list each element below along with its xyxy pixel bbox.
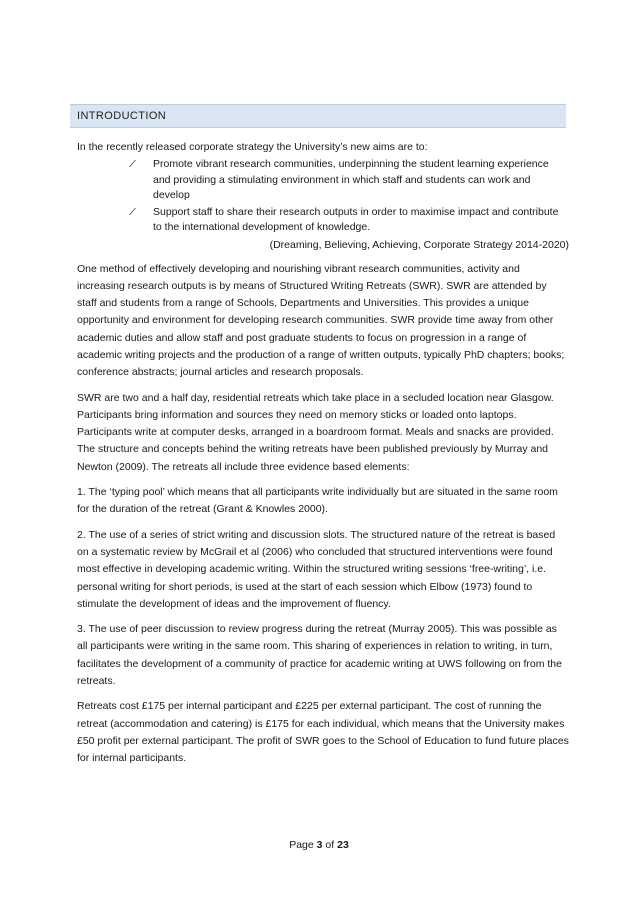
page-footer <box>0 839 638 851</box>
of-label: of <box>325 839 335 851</box>
list-item <box>77 157 569 204</box>
paragraph-swr-format: SWR are two and a half day, residential retreats which take place in a secluded location near Glasgow. Participants bring information and sources they need on memory sticks or loaded onto laptops. Participants write at computer desks, arranged in a boardroom format. Meals and snacks are provided. The structure and concepts behind the writing retreats have been published previously by Murray and Newton (2009). The retreats all include three evidence based elements: <box>77 391 554 473</box>
list-item <box>77 205 569 236</box>
body-content <box>77 139 569 776</box>
citation: (Dreaming, Believing, Achieving, Corporate Strategy 2014-2020) <box>269 238 569 251</box>
intro-line: In the recently released corporate strategy the University’s new aims are to: <box>77 141 428 153</box>
aims-list <box>77 157 569 236</box>
list-item-text: Promote vibrant research communities, underpinning the student learning experience and providing a stimulating environment in which staff and students can work and develop <box>153 158 549 201</box>
bullet-mark-icon: ⁄ <box>132 158 134 170</box>
paragraph-element-3: 3. The use of peer discussion to review progress during the retreat (Murray 2005). This was possible as all participants were writing in the same room. This sharing of experiences in relation to writing, in turn, facilitates the development of a community of practice for academic writing at UWS following on from the retreats. <box>77 623 562 688</box>
page-total: 23 <box>337 839 349 851</box>
paragraph-swr-method: One method of effectively developing and nourishing vibrant research communities, activity and increasing research outputs is by means of Structured Writing Retreats (SWR). SWR are attended by staff and students from a range of Schools, Departments and Universities. This provides a unique opportunity and environment for developing research communities. SWR provide time away from other academic duties and allow staff and post graduate students to focus on progression in a range of academic writing projects and the production of a range of written outputs, typically PhD chapters; books; conference abstracts; journal articles and research proposals. <box>77 262 565 379</box>
page-number: 3 <box>316 839 323 851</box>
paragraph-costs: Retreats cost £175 per internal participant and £225 per external participant. The cost of running the retreat (accommodation and catering) is £175 for each individual, which means that the University makes £50 profit per external participant. The profit of SWR goes to the School of Education to fund future places for internal participants. <box>77 700 569 765</box>
section-heading: INTRODUCTION <box>77 110 167 122</box>
list-item-text: Support staff to share their research outputs in order to maximise impact and contribute to the international development of knowledge. <box>153 205 559 233</box>
page-label: Page <box>289 839 314 851</box>
paragraph-element-2: 2. The use of a series of strict writing and discussion slots. The structured nature of the retreat is based on a systematic review by McGrail et al (2006) who concluded that structured interventions were found most effective in developing academic writing. Within the structured writing sessions ‘free-writing’, i.e. personal writing for short periods, is used at the start of each session which Elbow (1973) found to stimulate the development of ideas and the improvement of fluency. <box>77 528 556 610</box>
paragraph-element-1: 1. The ‘typing pool’ which means that all participants write individually but are situated in the same room for the duration of the retreat (Grant & Knowles 2000). <box>77 486 558 516</box>
section-heading-bar <box>70 104 566 128</box>
bullet-mark-icon: ⁄ <box>132 205 134 218</box>
